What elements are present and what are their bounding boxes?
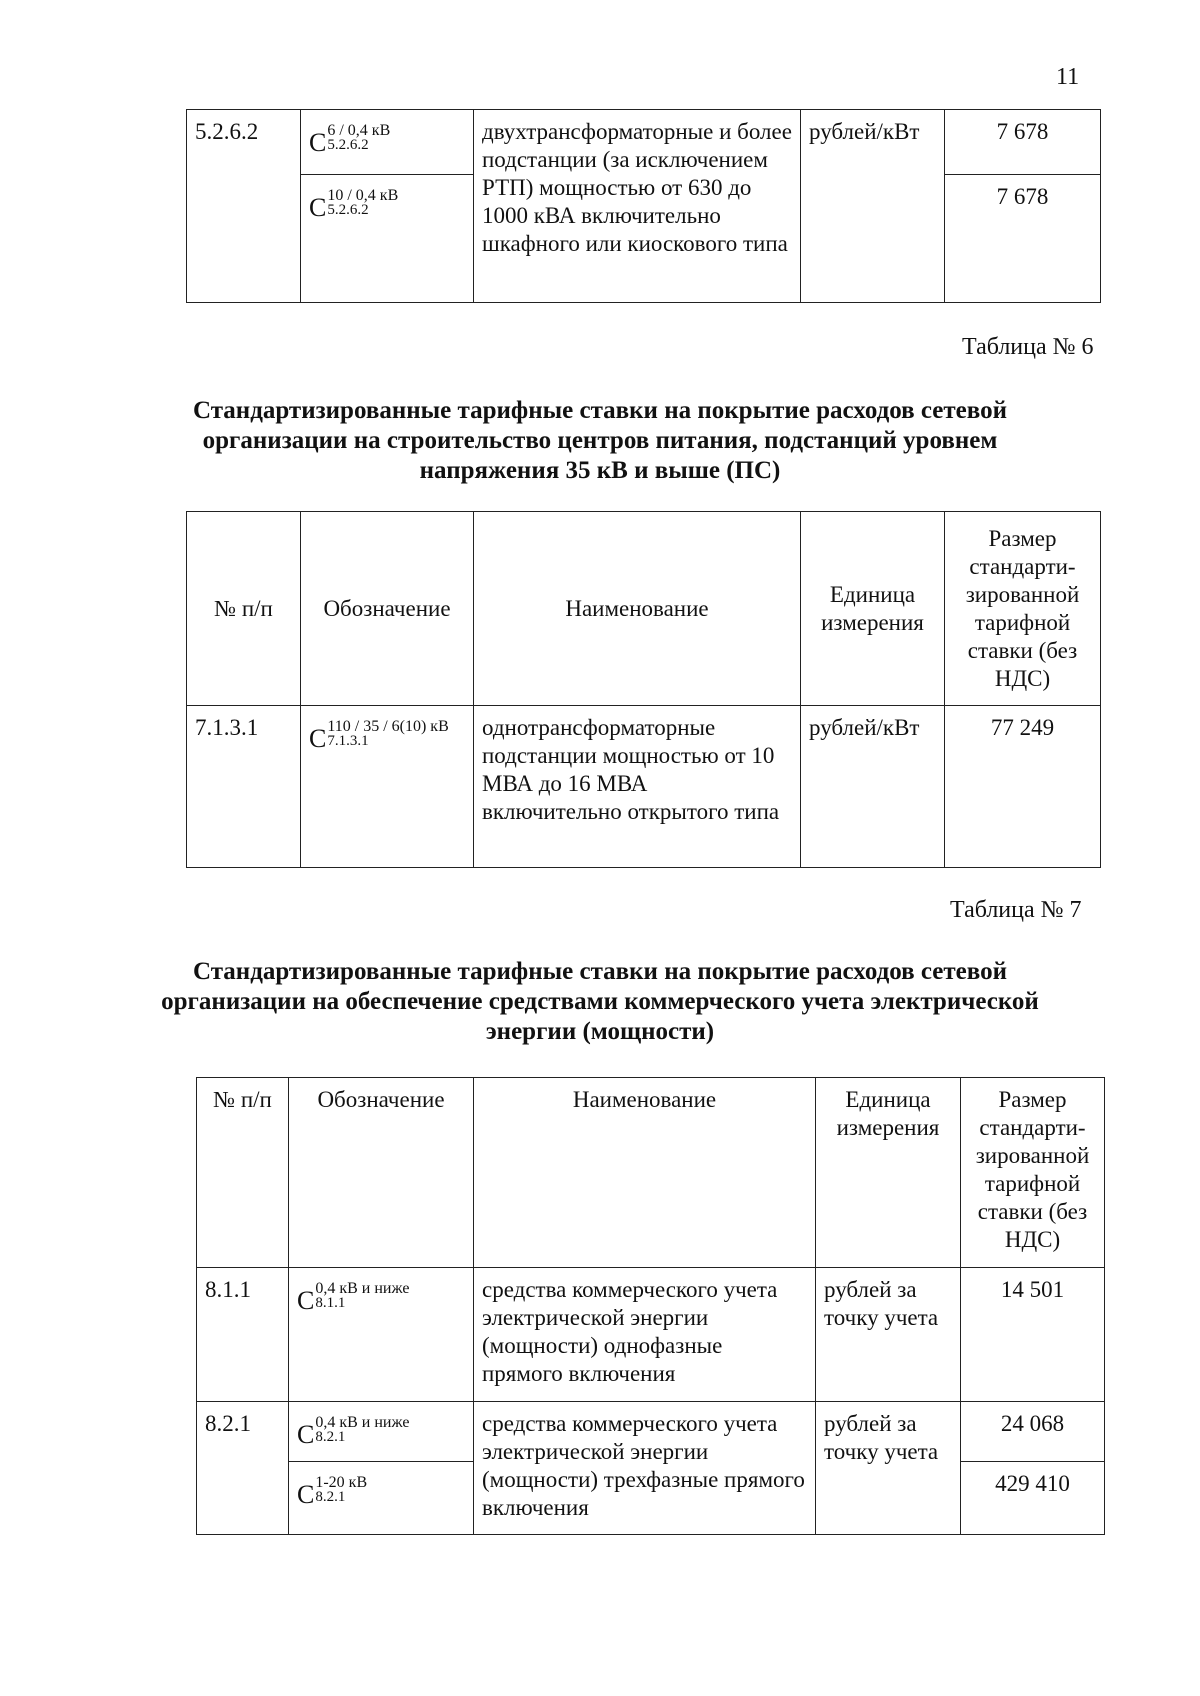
- row-number: 7.1.3.1: [187, 706, 301, 868]
- rate-value: 7 678: [945, 110, 1101, 175]
- table-header-row: [197, 1078, 1105, 1268]
- rate-value: 14 501: [961, 1268, 1105, 1402]
- item-name: однотрансформаторные подстанции мощностью от 10 МВА до 16 МВА включительно открытого типа: [474, 706, 801, 868]
- unit: рублей/кВт: [801, 706, 945, 868]
- row-number: 8.2.1: [197, 1402, 289, 1535]
- page-number: 11: [1056, 64, 1080, 90]
- table-6-title: Стандартизированные тарифные ставки на покрытие расходов сетевой организации на строительство центров питания, подстанций уровнем напряжения 35 кВ и выше (ПС): [192, 397, 1008, 484]
- table-6-label: Таблица № 6: [962, 334, 1094, 360]
- table-7-title: Стандартизированные тарифные ставки на покрытие расходов сетевой организации на обеспечение средствами коммерческого учета электрической энергии (мощности): [161, 958, 1039, 1045]
- unit: рублей за точку учета: [816, 1402, 961, 1535]
- rate-value: 7 678: [945, 175, 1101, 303]
- item-name: средства коммерческого учета электрической энергии (мощности) трехфазные прямого включения: [474, 1402, 816, 1535]
- table-7-label: Таблица № 7: [950, 897, 1082, 923]
- unit: рублей/кВт: [801, 110, 945, 303]
- header-rate: Размер стандарти-зированной тарифной ставки (без НДС): [945, 512, 1101, 706]
- table-continuation: [186, 109, 1101, 303]
- designation-formula: C 10 / 0,4 кВ 5.2.6.2: [301, 175, 474, 303]
- table-7: [196, 1077, 1105, 1535]
- header-designation: Обозначение: [301, 512, 474, 706]
- header-unit: Единица измерения: [816, 1078, 961, 1268]
- header-unit: Единица измерения: [801, 512, 945, 706]
- table-row: [187, 110, 1101, 175]
- item-name: двухтрансформаторные и более подстанции (за исключением РТП) мощностью от 630 до 1000 кВА включительно шкафного или киоскового типа: [474, 110, 801, 303]
- table-6: [186, 511, 1101, 868]
- table-row: [187, 706, 1101, 868]
- item-name: средства коммерческого учета электрической энергии (мощности) однофазные прямого включения: [474, 1268, 816, 1402]
- rate-value: 429 410: [961, 1462, 1105, 1535]
- header-number: № п/п: [197, 1078, 289, 1268]
- header-name: Наименование: [474, 512, 801, 706]
- designation-formula: C 6 / 0,4 кВ 5.2.6.2: [301, 110, 474, 175]
- table-row: [197, 1268, 1105, 1402]
- designation-formula: C 1-20 кВ 8.2.1: [289, 1462, 474, 1535]
- designation-formula: C 0,4 кВ и ниже 8.2.1: [289, 1402, 474, 1462]
- rate-value: 24 068: [961, 1402, 1105, 1462]
- table-header-row: [187, 512, 1101, 706]
- row-number: 8.1.1: [197, 1268, 289, 1402]
- designation-formula: C 0,4 кВ и ниже 8.1.1: [289, 1268, 474, 1402]
- header-designation: Обозначение: [289, 1078, 474, 1268]
- header-name: Наименование: [474, 1078, 816, 1268]
- unit: рублей за точку учета: [816, 1268, 961, 1402]
- row-number: 5.2.6.2: [187, 110, 301, 303]
- designation-formula: C 110 / 35 / 6(10) кВ 7.1.3.1: [301, 706, 474, 868]
- header-number: № п/п: [187, 512, 301, 706]
- table-row: [197, 1402, 1105, 1462]
- header-rate: Размер стандарти-зированной тарифной ставки (без НДС): [961, 1078, 1105, 1268]
- rate-value: 77 249: [945, 706, 1101, 868]
